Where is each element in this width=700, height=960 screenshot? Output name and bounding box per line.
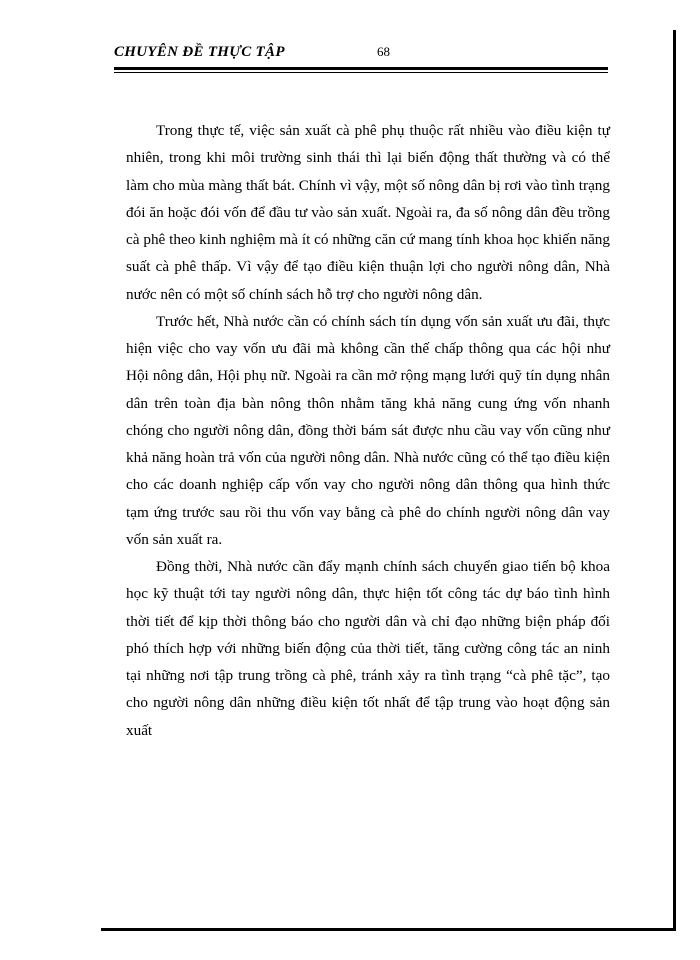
paragraph: Trong thực tế, việc sản xuất cà phê phụ thuộc rất nhiều vào điều kiện tự nhiên, trong khi môi trường sinh thái thì lại biến động thất thường và có thể làm cho mùa màng thất bát. Chính vì vậy, một số nông dân bị rơi vào tình trạng đói ăn hoặc đói vốn để đầu tư vào sản xuất. Ngoài ra, đa số nông dân đều trồng cà phê theo kinh nghiệm mà ít có những căn cứ mang tính khoa học khiến năng suất cà phê thấp. Vì vậy để tạo điều kiện thuận lợi cho người nông dân, Nhà nước nên có một số chính sách hỗ trợ cho người nông dân. [126,122,610,303]
header-rule-thick [114,67,608,70]
page-number: 68 [377,44,390,59]
header-rule-thin [114,72,608,73]
body-text [126,117,610,744]
paragraph: Đồng thời, Nhà nước cần đẩy mạnh chính sách chuyển giao tiến bộ khoa học kỹ thuật tới tay người nông dân, thực hiện tốt công tác dự báo tình hình thời tiết để kịp thời thông báo cho người dân và chỉ đạo những biện pháp đối phó thích hợp với những biến động của thời tiết, tăng cường công tác an ninh tại những nơi tập trung trồng cà phê, tránh xảy ra tình trạng “cà phê tặc”, tạo cho người nông dân những điều kiện tốt nhất để tập trung vào hoạt động sản xuất [126,558,610,739]
header-title: CHUYÊN ĐỀ THỰC TẬP [114,44,285,60]
header-rule [114,67,608,74]
page-header [114,42,608,70]
paragraph: Trước hết, Nhà nước cần có chính sách tín dụng vốn sản xuất ưu đãi, thực hiện việc cho vay vốn ưu đãi mà không cần thế chấp thông qua các hội như Hội nông dân, Hội phụ nữ. Ngoài ra cần mở rộng mạng lưới quỹ tín dụng nhân dân trên toàn địa bàn nông thôn nhằm tăng khả năng cung ứng vốn nhanh chóng cho người nông dân, đồng thời bám sát được nhu cầu vay vốn cũng như khả năng hoàn trả vốn của người nông dân. Nhà nước cũng có thể tạo điều kiện cho các doanh nghiệp cấp vốn vay cho người nông dân thông qua hình thức tạm ứng trước sau rồi thu vốn vay bằng cà phê do chính người nông dân vay vốn sản xuất ra. [126,312,610,548]
